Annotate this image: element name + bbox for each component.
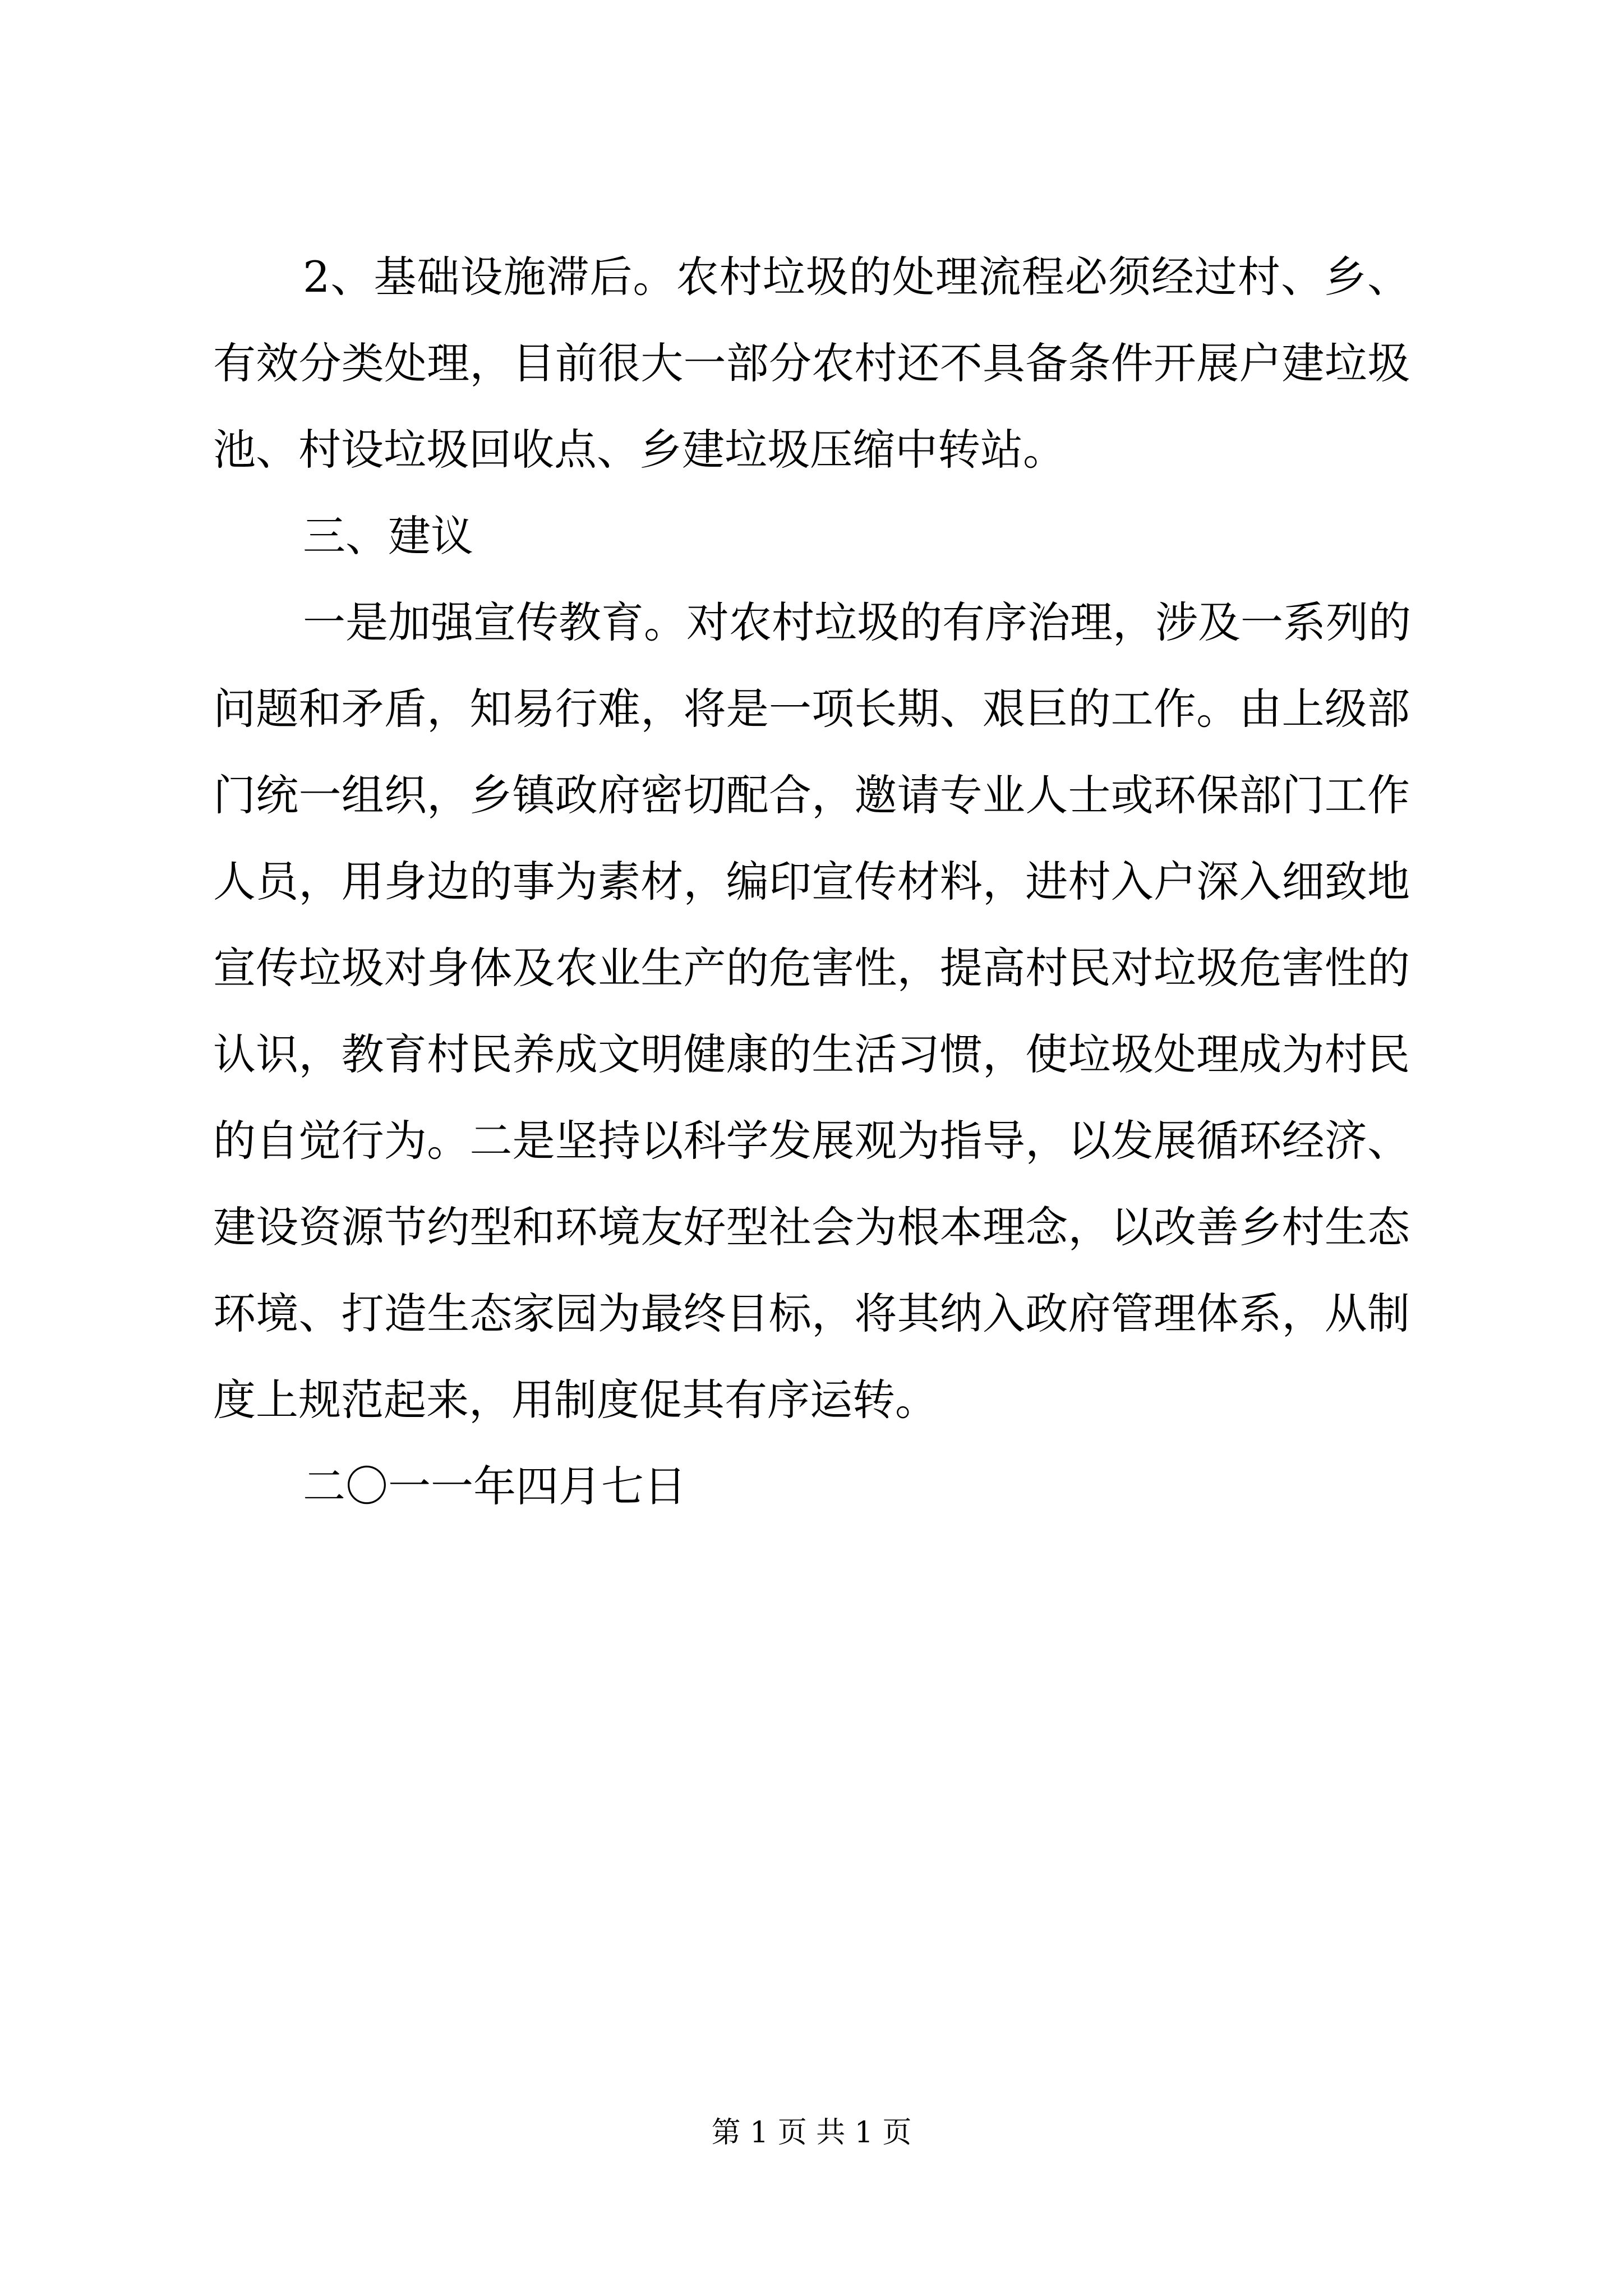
paragraph-line: 有效分类处理，目前很大一部分农村还不具备条件开展户建垃圾 <box>213 338 1410 388</box>
paragraph-line: 建设资源节约型和环境友好型社会为根本理念，以改善乡村生态 <box>213 1202 1410 1252</box>
paragraph-line: 池、村设垃圾回收点、乡建垃圾压缩中转站。 <box>213 425 1066 475</box>
section-heading: 三、建议 <box>303 511 473 561</box>
paragraph-line: 认识，教育村民养成文明健康的生活习惯，使垃圾处理成为村民 <box>213 1029 1410 1079</box>
paragraph-line: 宣传垃圾对身体及农业生产的危害性，提高村民对垃圾危害性的 <box>213 943 1410 993</box>
paragraph-line: 门统一组织，乡镇政府密切配合，邀请专业人士或环保部门工作 <box>213 770 1410 820</box>
page-footer: 第 1 页 共 1 页 <box>711 2116 912 2150</box>
paragraph-line: 的自觉行为。二是坚持以科学发展观为指导，以发展循环经济、 <box>213 1116 1410 1166</box>
paragraph-line: 问题和矛盾，知易行难，将是一项长期、艰巨的工作。由上级部 <box>213 684 1410 734</box>
paragraph-line: 2、基础设施滞后。农村垃圾的处理流程必须经过村、乡、 <box>303 252 1410 302</box>
paragraph-line: 人员，用身边的事为素材，编印宣传材料，进村入户深入细致地 <box>213 857 1410 907</box>
paragraph-line: 环境、打造生态家园为最终目标，将其纳入政府管理体系，从制 <box>213 1289 1410 1338</box>
paragraph-line: 度上规范起来，用制度促其有序运转。 <box>213 1375 938 1425</box>
document-date: 二〇一一年四月七日 <box>303 1461 686 1511</box>
paragraph-line: 一是加强宣传教育。对农村垃圾的有序治理，涉及一系列的 <box>303 597 1411 647</box>
